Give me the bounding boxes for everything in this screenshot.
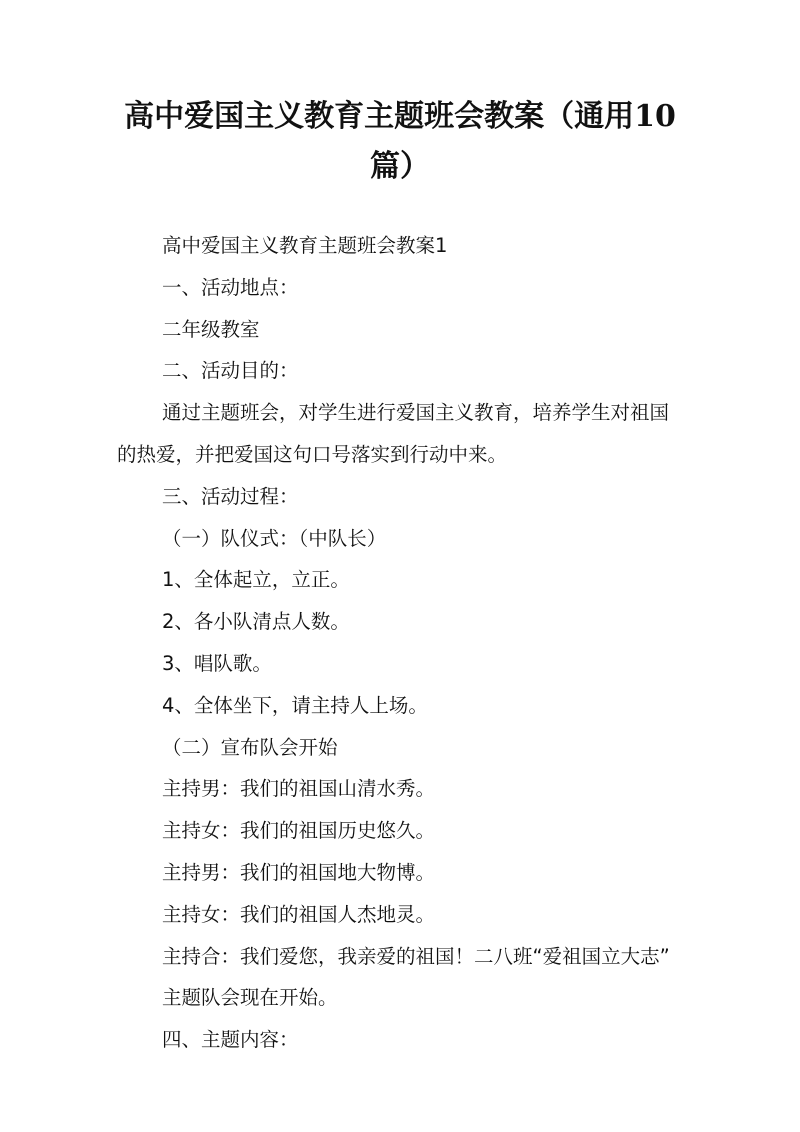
paragraph-section-process: 三、活动过程：	[162, 484, 299, 508]
paragraph-subsection-ceremony: （一）队仪式：（中队长）	[162, 526, 387, 550]
paragraph-host-line-1: 主持男：我们的祖国山清水秀。	[162, 777, 436, 801]
paragraph-location-value: 二年级教室	[162, 317, 260, 341]
document-title: 高中爱国主义教育主题班会教案（通用10篇）	[124, 99, 676, 184]
paragraph-step-4: 4、全体坐下，请主持人上场。	[162, 693, 428, 717]
paragraph-lesson-heading: 高中爱国主义教育主题班会教案1	[162, 234, 448, 257]
paragraph-section-purpose: 二、活动目的：	[162, 359, 299, 383]
paragraph-host-line-4: 主持女：我们的祖国人杰地灵。	[162, 902, 436, 926]
document-body	[117, 225, 687, 1061]
paragraph-purpose-text: 通过主题班会，对学生进行爱国主义教育，培养学生对祖国的热爱，并把爱国这句口号落实到行动中来。	[117, 401, 670, 466]
paragraph-step-1: 1、全体起立，立正。	[162, 568, 350, 592]
paragraph-host-line-2: 主持女：我们的祖国历史悠久。	[162, 819, 436, 843]
paragraph-section-location: 一、活动地点：	[162, 275, 299, 299]
paragraph-host-line-5: 主持合：我们爱您，我亲爱的祖国！二八班“爱祖国立大志”	[162, 944, 670, 968]
paragraph-section-content: 四、主题内容：	[162, 1028, 299, 1052]
paragraph-step-2: 2、各小队清点人数。	[162, 610, 350, 634]
paragraph-subsection-start: （二）宣布队会开始	[162, 735, 338, 759]
paragraph-meeting-start: 主题队会现在开始。	[162, 986, 338, 1010]
paragraph-step-3: 3、唱队歌。	[162, 651, 272, 675]
paragraph-host-line-3: 主持男：我们的祖国地大物博。	[162, 860, 436, 884]
